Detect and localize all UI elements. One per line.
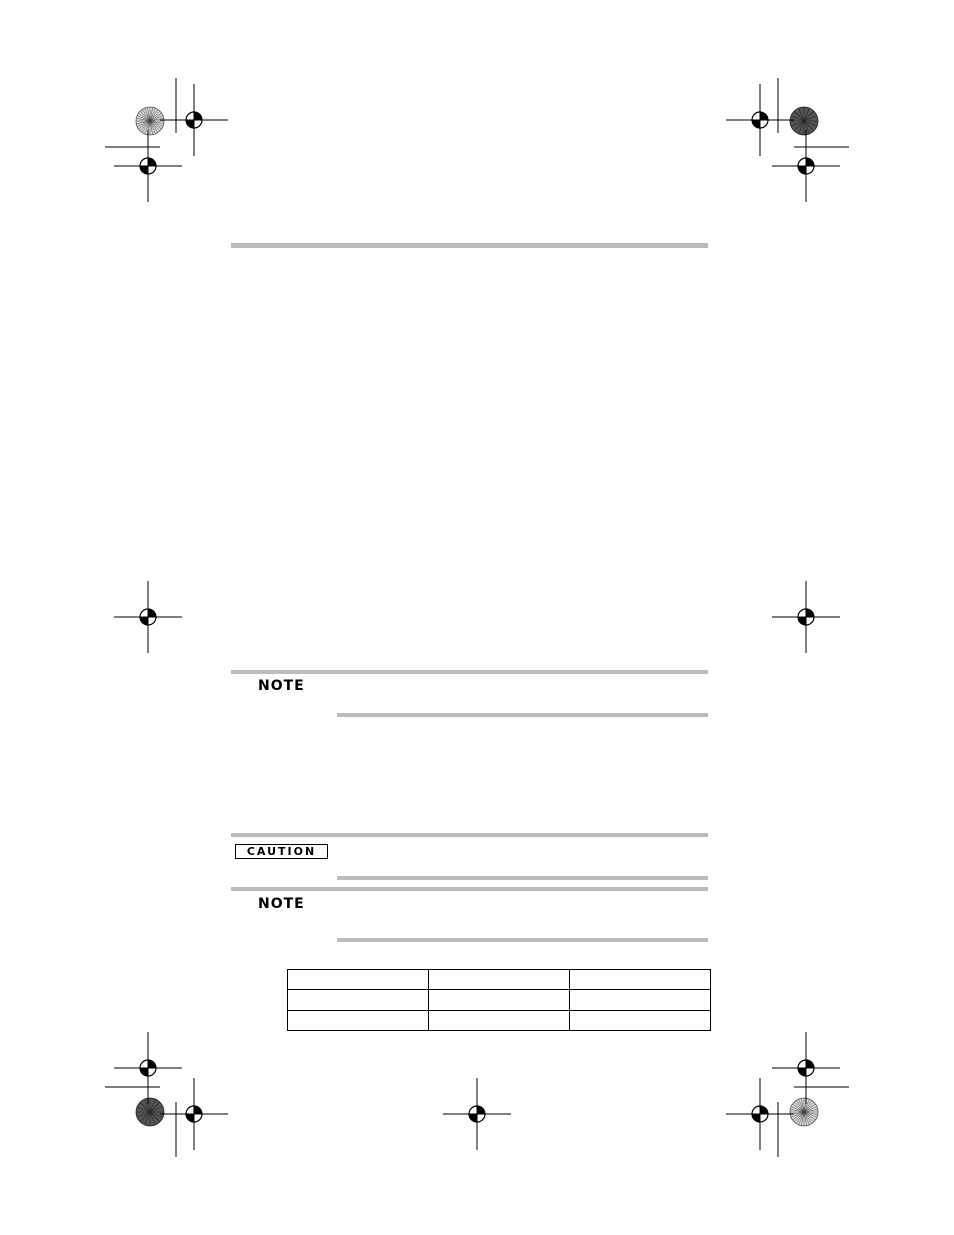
- caution-top-rule: [231, 833, 708, 837]
- table-cell: [288, 970, 429, 990]
- note-bottom-rule: [337, 938, 708, 942]
- table-row: [288, 970, 711, 990]
- table-cell: [288, 1010, 429, 1030]
- note-label: NOTE: [258, 678, 305, 694]
- table-row: [288, 990, 711, 1010]
- table-cell: [570, 970, 711, 990]
- note-top-rule: [231, 887, 708, 891]
- table-cell: [429, 1010, 570, 1030]
- table-cell: [570, 1010, 711, 1030]
- table-cell: [288, 990, 429, 1010]
- table-cell: [429, 970, 570, 990]
- note-label: NOTE: [258, 896, 305, 912]
- note-bottom-rule: [337, 713, 708, 717]
- caution-bottom-rule: [337, 876, 708, 880]
- table-cell: [570, 990, 711, 1010]
- table-cell: [429, 990, 570, 1010]
- note-top-rule: [231, 670, 708, 674]
- table-row: [288, 1010, 711, 1030]
- header-rule: [231, 243, 708, 248]
- caution-label: CAUTION: [235, 844, 328, 859]
- data-table: [287, 969, 711, 1031]
